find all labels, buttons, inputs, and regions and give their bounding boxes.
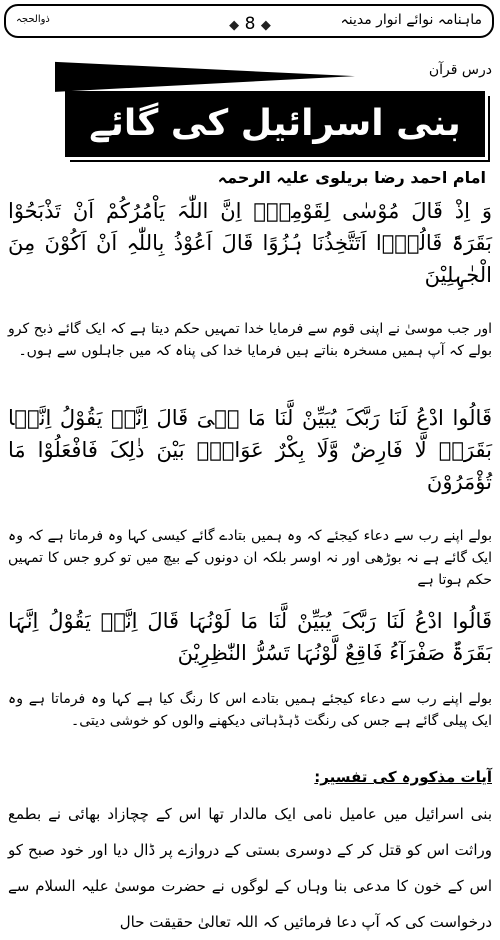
page-number: 8: [244, 14, 256, 34]
commentary-heading: آیات مذکورہ کی تفسیر:: [314, 768, 492, 786]
translation-2: بولے اپنے رب سے دعاء کیجئے کہ وہ ہمیں بتادے گائے کیسی کہا وہ فرماتا ہے کہ وہ ایک گائے ہے نہ بوڑھی اور نہ اوسر بلکہ ان دونوں کے بیچ میں تو کرو جس کا تمہیں حکم ہوتا ہے: [8, 528, 492, 588]
translation-3: بولے اپنے رب سے دعاء کیجئے ہمیں بتادے اس کا رنگ کیا ہے کہا وہ فرماتا ہے وہ ایک پیلی گائے ہے جس کی رنگت ڈہڈہاتی دیکھنے والوں کو خوشی دیتی۔: [8, 691, 492, 729]
issue-month: ذوالحجہ: [16, 14, 50, 25]
page-number-box: [213, 11, 287, 37]
magazine-name: ماہنامہ نوائے انوار مدینہ: [340, 12, 482, 28]
ornament-right-icon: ◆: [260, 18, 271, 33]
article-title: بنی اسرائیل کی گائے: [65, 91, 485, 157]
ornament-left-icon: ◆: [229, 18, 240, 33]
quran-verse-3: قَالُوا ادْعُ لَنَا رَبَّکَ یُبَیِّنْ لَّنَا مَا لَوْنُہَا قَالَ اِنَّہٗ یَقُوْلُ اِنَّہَا بَقَرَۃٌ صَفْرَآءُ فَاقِعٌ لَّوْنُہَا تَسُرُّ النّٰظِرِیْنَ: [8, 609, 492, 665]
quran-verse-1: وَ اِذْ قَالَ مُوْسٰی لِقَوْمِہٖۤ اِنَّ اللّٰہَ یَاْمُرُکُمْ اَنْ تَذْبَحُوْا بَقَرَۃً قَالُوْۤا اَتَتَّخِذُنَا ہُزُوًا قَالَ اَعُوْذُ بِاللّٰہِ اَنْ اَکُوْنَ مِنَ الْجٰہِلِیْنَ: [8, 199, 492, 287]
commentary-text: بنی اسرائیل میں عامیل نامی ایک مالدار تھا اس کے چچازاد بھائی نے بطمع وراثت اس کو قتل کر کے دوسری بستی کے دروازے پر ڈال دیا اور خود صبح کو اس کے خون کا مدعی بنا وہاں کے لوگوں نے حضرت موسیٰ علیہ السلام سے درخواست کی کہ آپ دعا فرمائیں کہ اللہ تعالیٰ حقیقت حال: [8, 805, 492, 931]
author-line: امام احمد رضا بریلوی علیہ الرحمہ: [217, 168, 486, 187]
title-banner-wedge: [55, 46, 355, 92]
section-label: درس قرآن: [428, 62, 492, 78]
quran-verse-2: قَالُوا ادْعُ لَنَا رَبَّکَ یُبَیِّنْ لَّنَا مَا ہِیَ قَالَ اِنَّہٗ یَقُوْلُ اِنَّہَا بَقَرَۃٌ لَّا فَارِضٌ وَّلَا بِکْرٌ عَوَانٌۢ بَیْنَ ذٰلِکَ فَافْعَلُوْا مَا تُؤْمَرُوْنَ: [8, 406, 492, 494]
translation-1: اور جب موسیٰ نے اپنی قوم سے فرمایا خدا تمہیں حکم دیتا ہے کہ ایک گائے ذبح کرو بولے کہ آپ ہمیں مسخرہ بناتے ہیں فرمایا خدا کی پناہ کہ میں جاہلوں سے ہوں۔: [8, 321, 492, 359]
